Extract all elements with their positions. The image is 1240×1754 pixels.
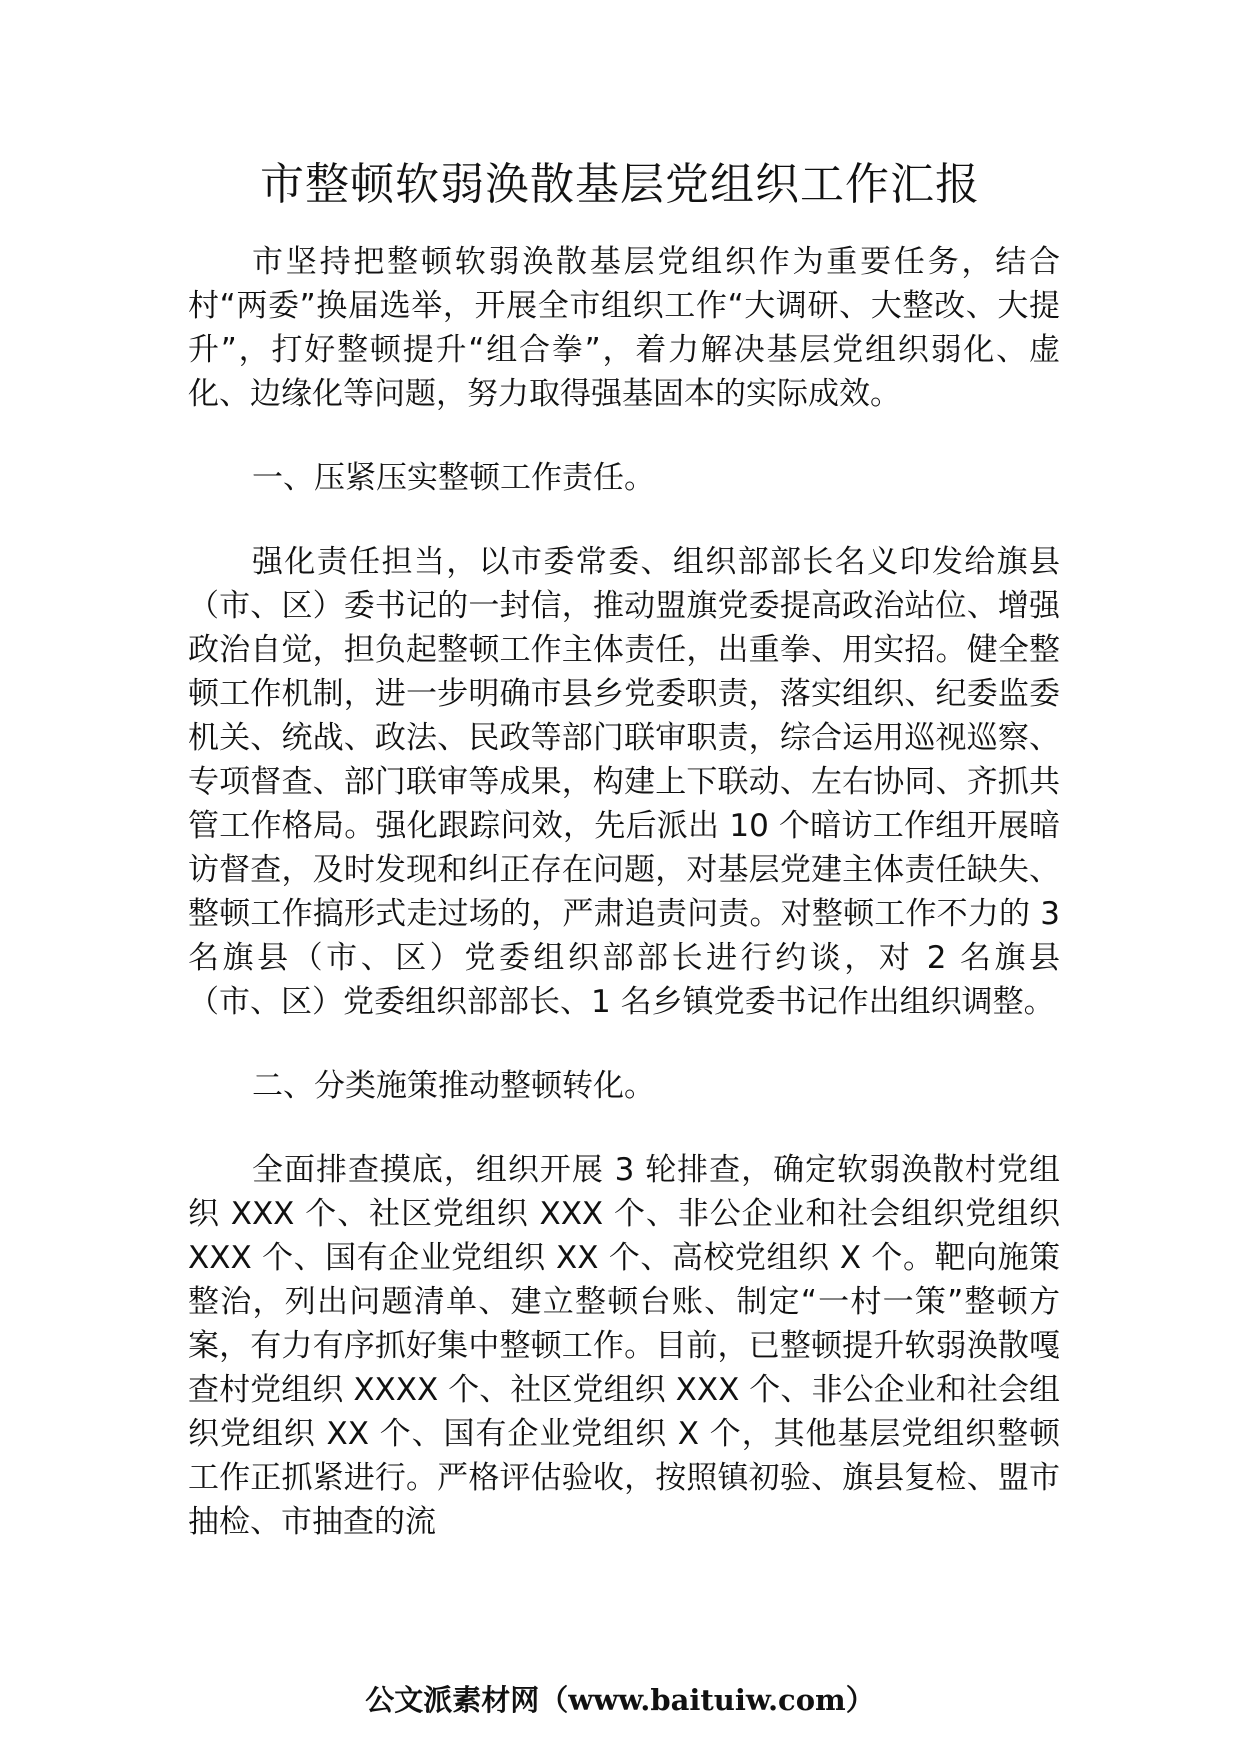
section-heading-1: 一、压紧压实整顿工作责任。: [252, 460, 655, 496]
paragraph-intro: 市坚持把整顿软弱涣散基层党组织作为重要任务，结合村“两委”换届选举，开展全市组织工作“大调研、大整改、大提升”，打好整顿提升“组合拳”，着力解决基层党组织弱化、虚化、边缘化等问题，努力取得强基固本的实际成效。: [188, 244, 1060, 412]
paragraph-section-1: 强化责任担当，以市委常委、组织部部长名义印发给旗县（市、区）委书记的一封信，推动盟旗党委提高政治站位、增强政治自觉，担负起整顿工作主体责任，出重拳、用实招。健全整顿工作机制，进一步明确市县乡党委职责，落实组织、纪委监委机关、统战、政法、民政等部门联审职责，综合运用巡视巡察、专项督查、部门联审等成果，构建上下联动、左右协同、齐抓共管工作格局。强化跟踪问效，先后派出 10 个暗访工作组开展暗访督查，及时发现和纠正存在问题，对基层党建主体责任缺失、整顿工作搞形式走过场的，严肃追责问责。对整顿工作不力的 3 名旗县（市、区）党委组织部部长进行约谈，对 2 名旗县（市、区）党委组织部部长、1 名乡镇党委书记作出组织调整。: [188, 544, 1060, 1020]
paragraph-section-2: 全面排查摸底，组织开展 3 轮排查，确定软弱涣散村党组织 XXX 个、社区党组织 XXX 个、非公企业和社会组织党组织 XXX 个、国有企业党组织 XX 个、高校党组织 X 个。靶向施策整治，列出问题清单、建立整顿台账、制定“一村一策”整顿方案，有力有序抓好集中整顿工作。目前，已整顿提升软弱涣散嘎查村党组织 XXXX 个、社区党组织 XXX 个、非公企业和社会组织党组织 XX 个、国有企业党组织 X 个，其他基层党组织整顿工作正抓紧进行。严格评估验收，按照镇初验、旗县复检、盟市抽检、市抽查的流: [188, 1152, 1060, 1540]
section-heading-2: 二、分类施策推动整顿转化。: [252, 1068, 655, 1104]
document-body: [188, 240, 1060, 1584]
footer-watermark: 公文派素材网（www.baituiw.com）: [365, 1683, 875, 1717]
document-title: 市整顿软弱涣散基层党组织工作汇报: [260, 159, 980, 210]
